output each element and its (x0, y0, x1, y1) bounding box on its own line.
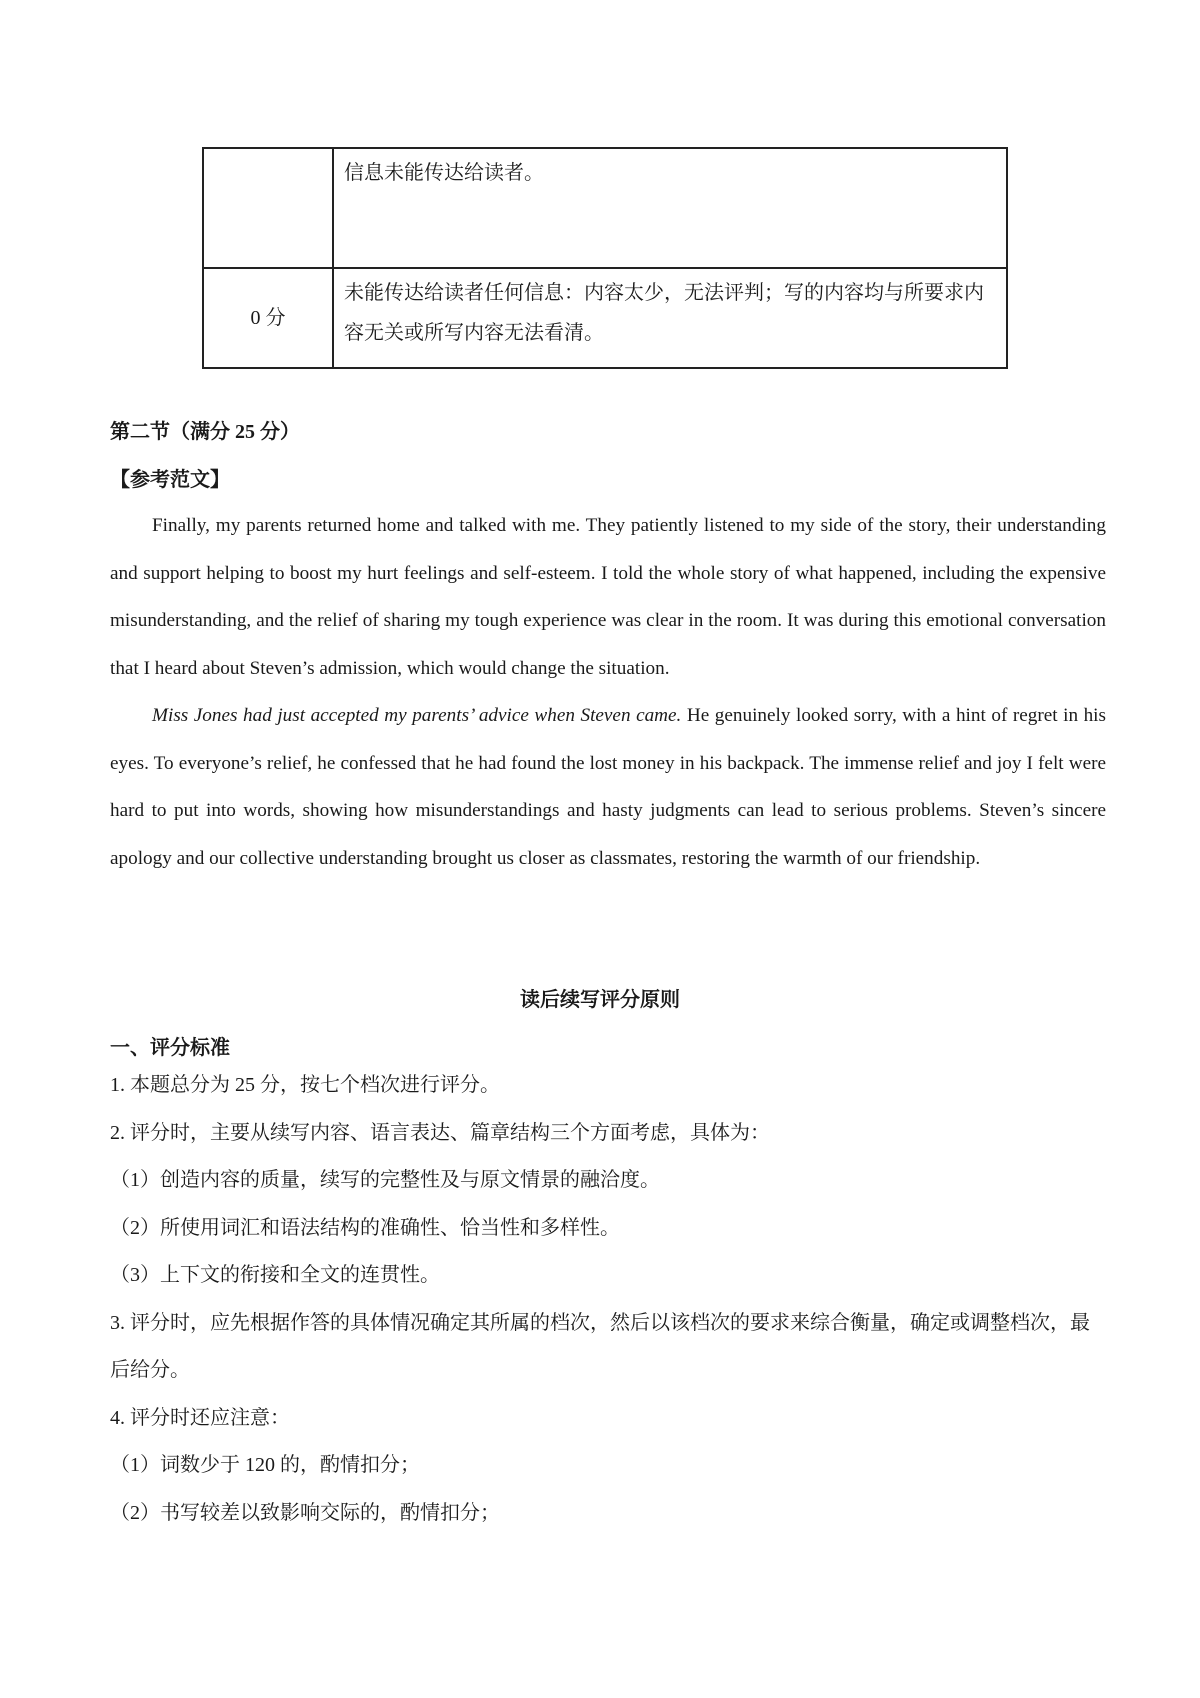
list-item: 1. 本题总分为 25 分，按七个档次进行评分。 (110, 1074, 500, 1096)
list-item: （2）书写较差以致影响交际的，酌情扣分； (110, 1501, 500, 1524)
table-row (203, 148, 1007, 268)
sample-essay (110, 502, 1106, 882)
rubric-table (202, 147, 1008, 369)
list-item: （3）上下文的衔接和全文的连贯性。 (110, 1264, 440, 1286)
sample-label: 【参考范文】 (110, 469, 230, 491)
list-item: 4. 评分时还应注意： (110, 1406, 290, 1429)
table-row (203, 268, 1007, 368)
description-cell: 信息未能传达给读者。 (333, 148, 1007, 268)
principles-title: 读后续写评分原则 (520, 989, 680, 1011)
list-item: （1）创造内容的质量，续写的完整性及与原文情景的融洽度。 (110, 1169, 660, 1191)
score-cell (203, 148, 333, 268)
score-cell: 0 分 (203, 268, 333, 368)
given-sentence: Miss Jones had just accepted my parents’ advice when Steven came. (152, 705, 682, 726)
essay-paragraph (110, 692, 1106, 882)
criteria-list (110, 1062, 1106, 1537)
list-item: 3. 评分时，应先根据作答的具体情况确定其所属的档次，然后以该档次的要求来综合衡量，确定或调整档次，最后给分。 (110, 1311, 1090, 1381)
list-item: 2. 评分时，主要从续写内容、语言表达、篇章结构三个方面考虑，具体为： (110, 1121, 770, 1144)
essay-text: He genuinely looked sorry, with a hint of regret in his eyes. To everyone’s relief, he confessed that he had found the lost money in his backpack. The immense relief and joy I felt were hard to put into words, showing how misunderstandings and hasty judgments can lead to serious problems. Steven’s sincere apology and our collective understanding brought us closer as classmates, restoring the warmth of our friendship. (110, 705, 1106, 869)
description-cell: 未能传达给读者任何信息：内容太少，无法评判；写的内容均与所要求内容无关或所写内容无法看清。 (333, 268, 1007, 368)
list-item: （2）所使用词汇和语法结构的准确性、恰当性和多样性。 (110, 1216, 620, 1239)
list-item: （1）词数少于 120 的，酌情扣分； (110, 1454, 420, 1476)
criteria-heading: 一、评分标准 (110, 1037, 230, 1059)
essay-paragraph: Finally, my parents returned home and talked with me. They patiently listened to my side of the story, their understanding and support helping to boost my hurt feelings and self-esteem. I told the whole story of what happened, including the expensive misunderstanding, and the relief of sharing my tough experience was clear in the room. It was during this emotional conversation that I heard about Steven’s admission, which would change the situation. (110, 515, 1106, 679)
section-title: 第二节（满分 25 分） (110, 421, 300, 443)
